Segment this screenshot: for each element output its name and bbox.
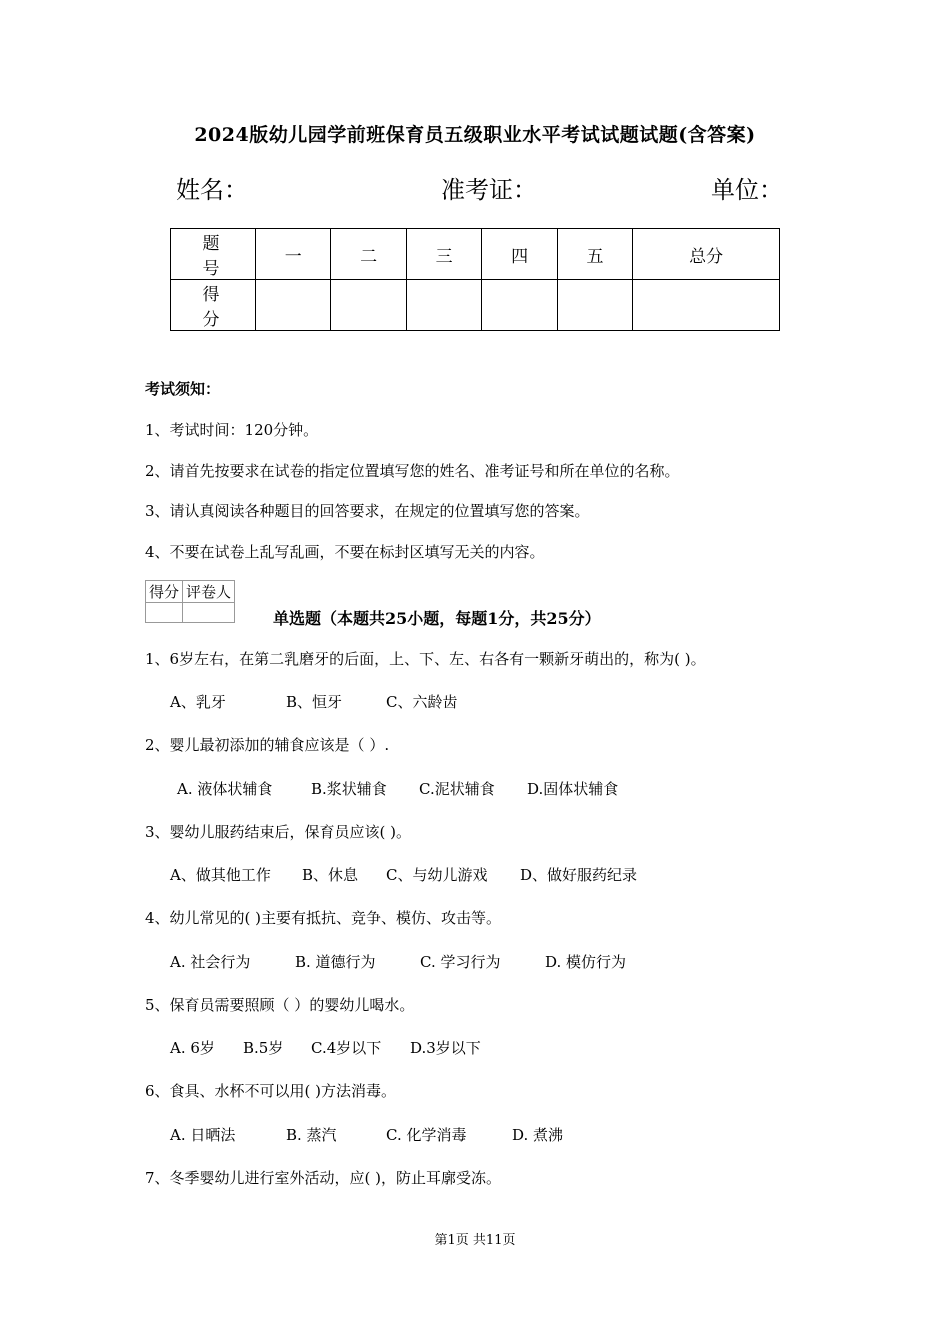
question-6-options (170, 1124, 563, 1145)
column-3: 三 (406, 229, 481, 280)
option: C.泥状辅食 (419, 780, 495, 798)
option: B.5岁 (243, 1039, 284, 1057)
option: C、与幼儿游戏 (386, 866, 488, 884)
column-total: 总分 (633, 229, 780, 280)
question-3-options (170, 864, 637, 885)
notice-item-3: 3、请认真阅读各种题目的回答要求，在规定的位置填写您的答案。 (145, 502, 590, 520)
grader-name-label: 评卷人 (183, 581, 235, 603)
question-4-options (170, 951, 626, 972)
question-7: 7、冬季婴幼儿进行室外活动，应( )，防止耳廓受冻。 (145, 1169, 502, 1187)
score-cell-1 (256, 280, 331, 331)
name-label: 姓名： (176, 176, 248, 204)
column-5: 五 (557, 229, 632, 280)
option: D.3岁以下 (410, 1039, 481, 1057)
question-5: 5、保育员需要照顾（ ）的婴幼儿喝水。 (145, 996, 415, 1014)
ticket-number-label: 准考证： (441, 176, 537, 204)
page-footer: 第1页 共11页 (434, 1233, 516, 1248)
option: B、休息 (302, 866, 359, 884)
option: C. 化学消毒 (386, 1126, 467, 1144)
notice-item-2: 2、请首先按要求在试卷的指定位置填写您的姓名、准考证号和所在单位的名称。 (145, 462, 680, 480)
notice-title: 考试须知： (145, 380, 221, 398)
option: C、六龄齿 (386, 693, 458, 711)
option: A. 6岁 (170, 1039, 215, 1057)
question-1-options (170, 691, 457, 712)
grader-name-cell (183, 603, 235, 623)
option: C. 学习行为 (420, 953, 501, 971)
option: C.4岁以下 (311, 1039, 382, 1057)
score-cell-total (633, 280, 780, 331)
unit-label: 单位： (711, 176, 783, 204)
score-cell-3 (406, 280, 481, 331)
grader-score-label: 得分 (146, 581, 183, 603)
option: B. 蒸汽 (286, 1126, 337, 1144)
option: D. 煮沸 (512, 1126, 564, 1144)
score-table (170, 228, 780, 331)
page-title: 2024版幼儿园学前班保育员五级职业水平考试试题试题(含答案) (194, 124, 756, 146)
score-row-header: 得 分 (171, 280, 256, 331)
notice-item-4: 4、不要在试卷上乱写乱画，不要在标封区填写无关的内容。 (145, 543, 545, 561)
score-cell-4 (482, 280, 557, 331)
column-1: 一 (256, 229, 331, 280)
question-6: 6、食具、水杯不可以用( )方法消毒。 (145, 1082, 397, 1100)
question-1: 1、6岁左右，在第二乳磨牙的后面，上、下、左、右各有一颗新牙萌出的，称为( )。 (145, 650, 706, 668)
option: B、恒牙 (286, 693, 343, 711)
option: B.浆状辅食 (311, 780, 387, 798)
question-number-header: 题 号 (171, 229, 256, 280)
question-2-options (177, 778, 618, 799)
option: D. 模仿行为 (545, 953, 627, 971)
option: A、乳牙 (170, 693, 226, 711)
option: D、做好服药纪录 (520, 866, 638, 884)
option: A. 液体状辅食 (177, 780, 273, 798)
score-cell-2 (331, 280, 406, 331)
score-cell-5 (557, 280, 632, 331)
option: D.固体状辅食 (527, 780, 619, 798)
section-title: 单选题（本题共25小题，每题1分，共25分） (273, 609, 601, 628)
score-table-header-row (171, 229, 780, 280)
score-table-score-row (171, 280, 780, 331)
question-2: 2、婴儿最初添加的辅食应该是（ ）. (145, 736, 390, 754)
column-4: 四 (482, 229, 557, 280)
option: A、做其他工作 (170, 866, 271, 884)
option: A. 社会行为 (170, 953, 251, 971)
option: A. 日晒法 (170, 1126, 236, 1144)
notice-item-1: 1、考试时间：120分钟。 (145, 421, 319, 439)
grader-box (145, 580, 235, 623)
column-2: 二 (331, 229, 406, 280)
grader-score-cell (146, 603, 183, 623)
question-3: 3、婴幼儿服药结束后，保育员应该( )。 (145, 823, 412, 841)
question-4: 4、幼儿常见的( )主要有抵抗、竞争、模仿、攻击等。 (145, 909, 502, 927)
option: B. 道德行为 (295, 953, 376, 971)
question-5-options (170, 1037, 481, 1058)
